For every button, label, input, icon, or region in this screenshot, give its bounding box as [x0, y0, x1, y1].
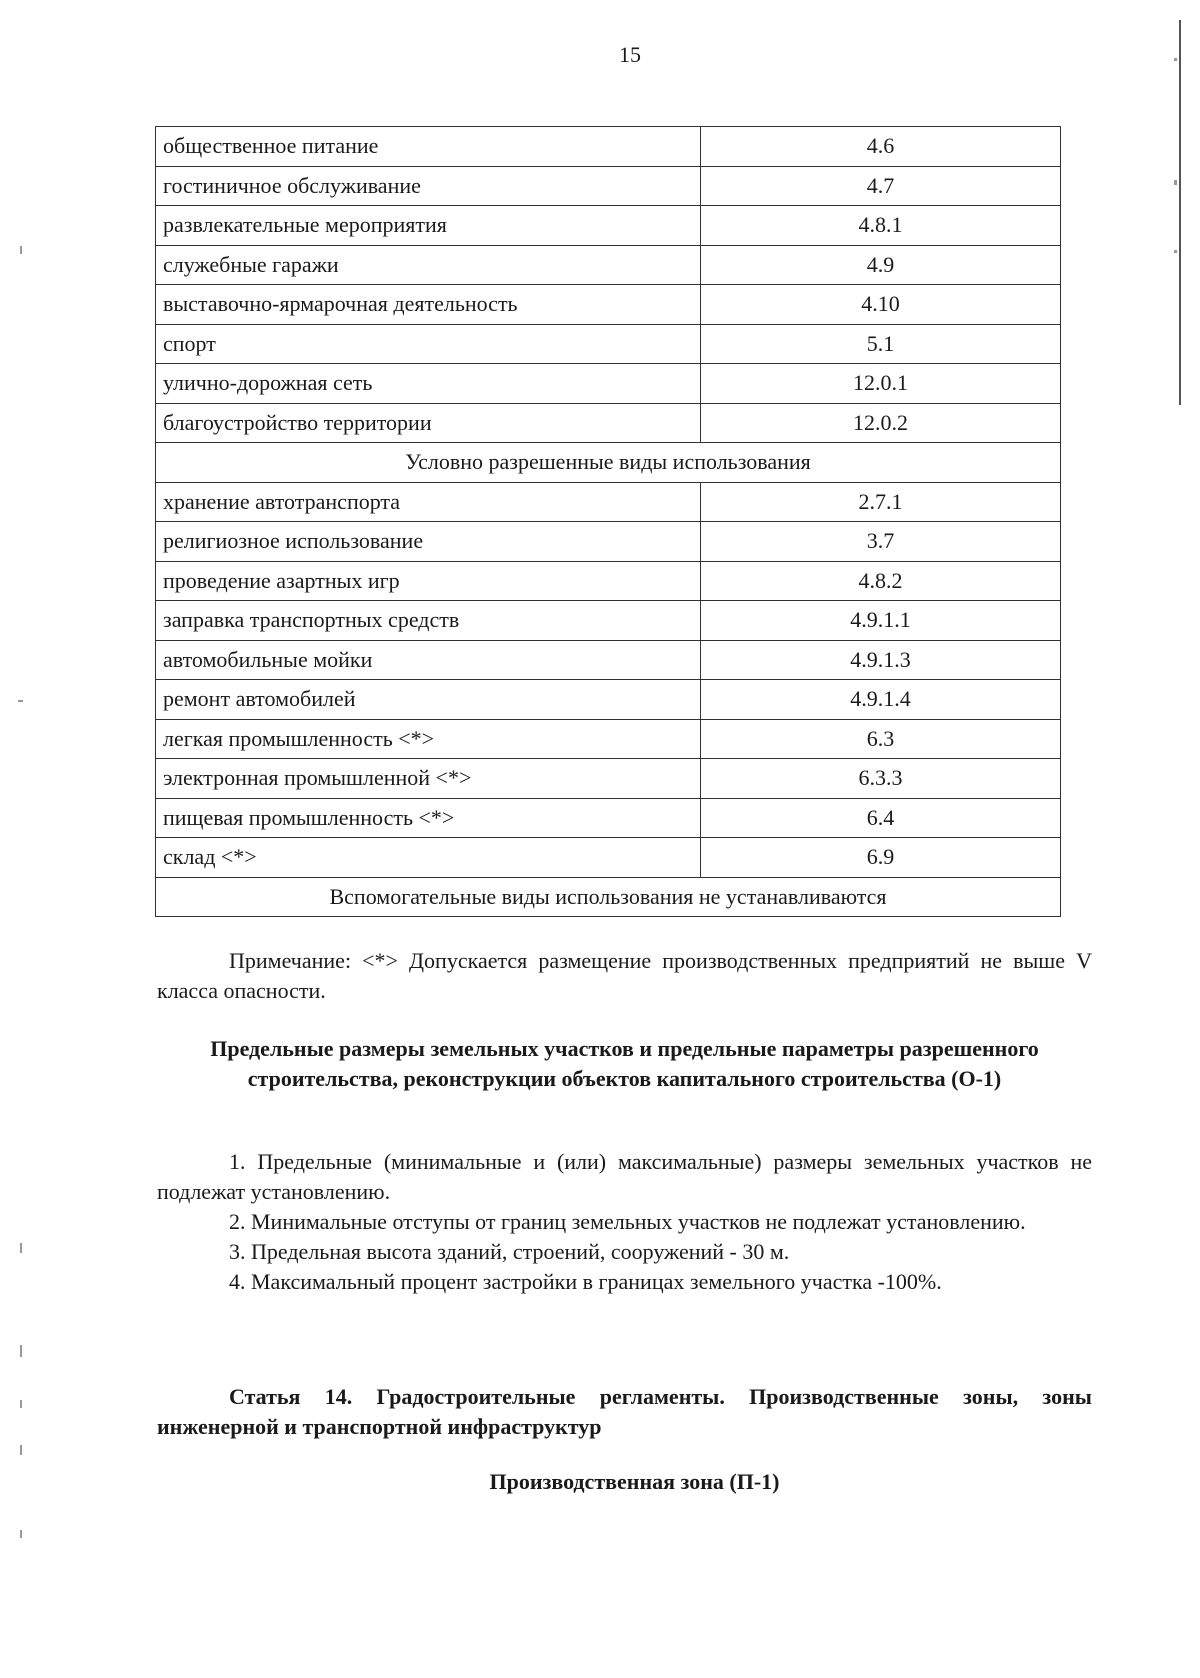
use-code: 2.7.1 — [701, 482, 1061, 522]
use-code: 12.0.2 — [701, 403, 1061, 443]
table-row — [156, 285, 1061, 325]
use-code: 6.3.3 — [701, 759, 1061, 799]
table-row — [156, 206, 1061, 246]
use-code: 12.0.1 — [701, 364, 1061, 404]
scan-speck — [20, 1400, 22, 1408]
use-name: гостиничное обслуживание — [156, 166, 701, 206]
use-code: 6.4 — [701, 798, 1061, 838]
table-row — [156, 719, 1061, 759]
table-row — [156, 838, 1061, 878]
use-code: 4.9 — [701, 245, 1061, 285]
use-name: хранение автотранспорта — [156, 482, 701, 522]
table-row — [156, 166, 1061, 206]
use-code: 4.9.1.3 — [701, 640, 1061, 680]
use-code: 4.7 — [701, 166, 1061, 206]
scan-speck — [20, 1243, 22, 1253]
use-name: развлекательные мероприятия — [156, 206, 701, 246]
use-name: религиозное использование — [156, 522, 701, 562]
use-name: автомобильные мойки — [156, 640, 701, 680]
table-row — [156, 601, 1061, 641]
list-item: 2. Минимальные отступы от границ земельных участков не подлежат установлению. — [229, 1209, 1026, 1234]
table-row — [156, 759, 1061, 799]
use-code: 4.10 — [701, 285, 1061, 325]
table-row — [156, 127, 1061, 167]
land-use-table — [155, 126, 1061, 917]
use-name: благоустройство территории — [156, 403, 701, 443]
table-row — [156, 522, 1061, 562]
table-row — [156, 640, 1061, 680]
table-row — [156, 561, 1061, 601]
zone-heading: Производственная зона (П-1) — [489, 1469, 780, 1494]
table-row — [156, 482, 1061, 522]
use-code: 6.9 — [701, 838, 1061, 878]
scan-speck — [20, 246, 22, 254]
use-name: склад <*> — [156, 838, 701, 878]
table-row — [156, 364, 1061, 404]
scan-speck — [1174, 180, 1177, 185]
list-item: 1. Предельные (минимальные и (или) максимальные) размеры земельных участков не подлежат установлению. — [157, 1149, 1092, 1204]
article-heading: Статья 14. Градостроительные регламенты. Производственные зоны, зоны инженерной и транспортной инфраструктур — [157, 1384, 1092, 1439]
use-name: улично-дорожная сеть — [156, 364, 701, 404]
table-section-row — [156, 877, 1061, 917]
table-row — [156, 324, 1061, 364]
use-name: общественное питание — [156, 127, 701, 167]
page-number: 15 — [619, 42, 641, 67]
use-name: заправка транспортных средств — [156, 601, 701, 641]
table-row — [156, 245, 1061, 285]
use-code: 4.9.1.4 — [701, 680, 1061, 720]
use-code: 4.6 — [701, 127, 1061, 167]
use-code: 4.8.2 — [701, 561, 1061, 601]
use-code: 6.3 — [701, 719, 1061, 759]
table-row — [156, 798, 1061, 838]
use-name: выставочно-ярмарочная деятельность — [156, 285, 701, 325]
section-heading-conditional: Условно разрешенные виды использования — [156, 443, 1061, 483]
limits-list — [157, 1147, 1092, 1297]
table-section-row — [156, 443, 1061, 483]
table-note: Примечание: <*> Допускается размещение производственных предприятий не выше V класса опасности. — [157, 948, 1092, 1003]
use-name: электронная промышленной <*> — [156, 759, 701, 799]
scan-edge-line — [1179, 20, 1181, 405]
use-code: 4.8.1 — [701, 206, 1061, 246]
list-item: 3. Предельная высота зданий, строений, сооружений - 30 м. — [229, 1239, 790, 1264]
use-name: пищевая промышленность <*> — [156, 798, 701, 838]
use-name: проведение азартных игр — [156, 561, 701, 601]
use-name: служебные гаражи — [156, 245, 701, 285]
use-name: ремонт автомобилей — [156, 680, 701, 720]
scan-speck — [20, 1530, 22, 1538]
use-code: 5.1 — [701, 324, 1061, 364]
list-item: 4. Максимальный процент застройки в границах земельного участка -100%. — [229, 1269, 942, 1294]
scan-speck — [20, 1445, 22, 1455]
scan-speck — [20, 1345, 22, 1357]
limits-heading: Предельные размеры земельных участков и предельные параметры разрешенного строительства, реконструкции объектов капитального строительства (О-1) — [210, 1036, 1039, 1091]
scan-speck — [1174, 250, 1177, 253]
section-heading-auxiliary: Вспомогательные виды использования не устанавливаются — [156, 877, 1061, 917]
use-code: 4.9.1.1 — [701, 601, 1061, 641]
use-name: легкая промышленность <*> — [156, 719, 701, 759]
table-row — [156, 403, 1061, 443]
use-code: 3.7 — [701, 522, 1061, 562]
use-name: спорт — [156, 324, 701, 364]
table-row — [156, 680, 1061, 720]
scan-speck — [18, 700, 23, 702]
